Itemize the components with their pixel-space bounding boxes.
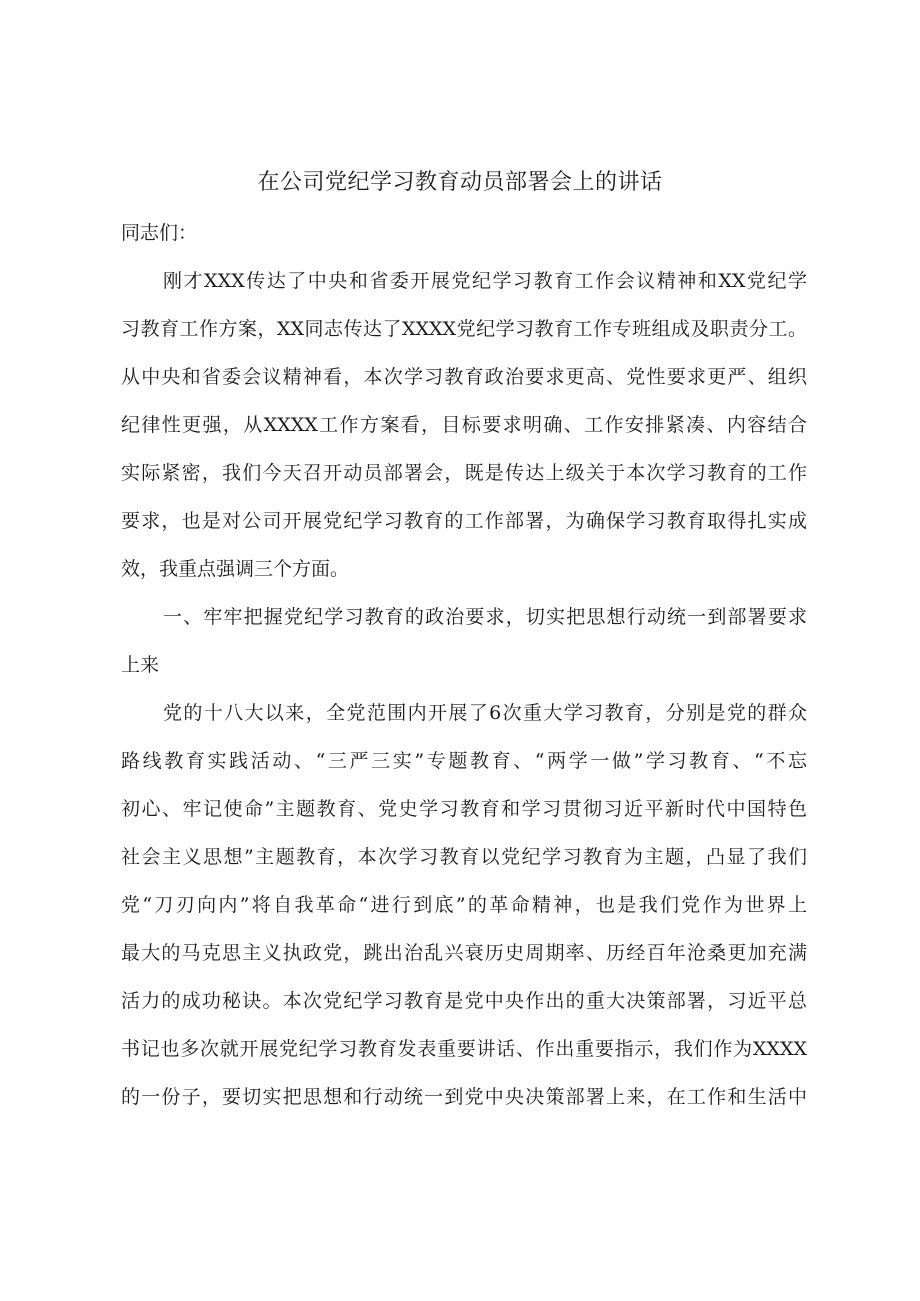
paragraph-2-line: 党“刀刃向内”将自我革命“进行到底”的革命精神，也是我们党作为世界上 bbox=[121, 894, 807, 916]
document-title: 在公司党纪学习教育动员部署会上的讲话 bbox=[257, 170, 663, 195]
salutation: 同志们： bbox=[121, 222, 198, 244]
section-heading-line: 上来 bbox=[121, 654, 160, 676]
paragraph-2-line: 的一份子，要切实把思想和行动统一到党中央决策部署上来，在工作和生活中 bbox=[121, 1086, 807, 1108]
paragraph-1-line: 刚才XXX传达了中央和省委开展党纪学习教育工作会议精神和XX党纪学 bbox=[163, 270, 807, 292]
paragraph-2-line: 初心、牢记使命”主题教育、党史学习教育和学习贯彻习近平新时代中国特色 bbox=[121, 798, 807, 820]
paragraph-2-line: 最大的马克思主义执政党，跳出治乱兴衰历史周期率、历经百年沧桑更加充满 bbox=[121, 942, 807, 964]
paragraph-2-line: 活力的成功秘诀。本次党纪学习教育是党中央作出的重大决策部署，习近平总 bbox=[121, 990, 807, 1012]
paragraph-2-line: 书记也多次就开展党纪学习教育发表重要讲话、作出重要指示，我们作为XXXX bbox=[121, 1038, 807, 1060]
paragraph-1-line: 效，我重点强调三个方面。 bbox=[121, 558, 350, 580]
document-body bbox=[121, 214, 807, 1126]
paragraph-1-line: 要求，也是对公司开展党纪学习教育的工作部署，为确保学习教育取得扎实成 bbox=[121, 510, 807, 532]
paragraph-2-line: 社会主义思想”主题教育，本次学习教育以党纪学习教育为主题，凸显了我们 bbox=[121, 846, 807, 868]
paragraph-1-line: 纪律性更强，从XXXX工作方案看，目标要求明确、工作安排紧凑、内容结合 bbox=[121, 414, 807, 436]
paragraph-2-line: 路线教育实践活动、“三严三实”专题教育、“两学一做”学习教育、“不忘 bbox=[121, 750, 807, 772]
paragraph-2-line: 党的十八大以来，全党范围内开展了6次重大学习教育，分别是党的群众 bbox=[163, 702, 807, 724]
paragraph-1-line: 习教育工作方案，XX同志传达了XXXX党纪学习教育工作专班组成及职责分工。 bbox=[121, 318, 807, 340]
section-heading-line: 一、牢牢把握党纪学习教育的政治要求，切实把思想行动统一到部署要求 bbox=[163, 606, 807, 628]
paragraph-1-line: 实际紧密，我们今天召开动员部署会，既是传达上级关于本次学习教育的工作 bbox=[121, 462, 807, 484]
paragraph-1-line: 从中央和省委会议精神看，本次学习教育政治要求更高、党性要求更严、组织 bbox=[121, 366, 807, 388]
